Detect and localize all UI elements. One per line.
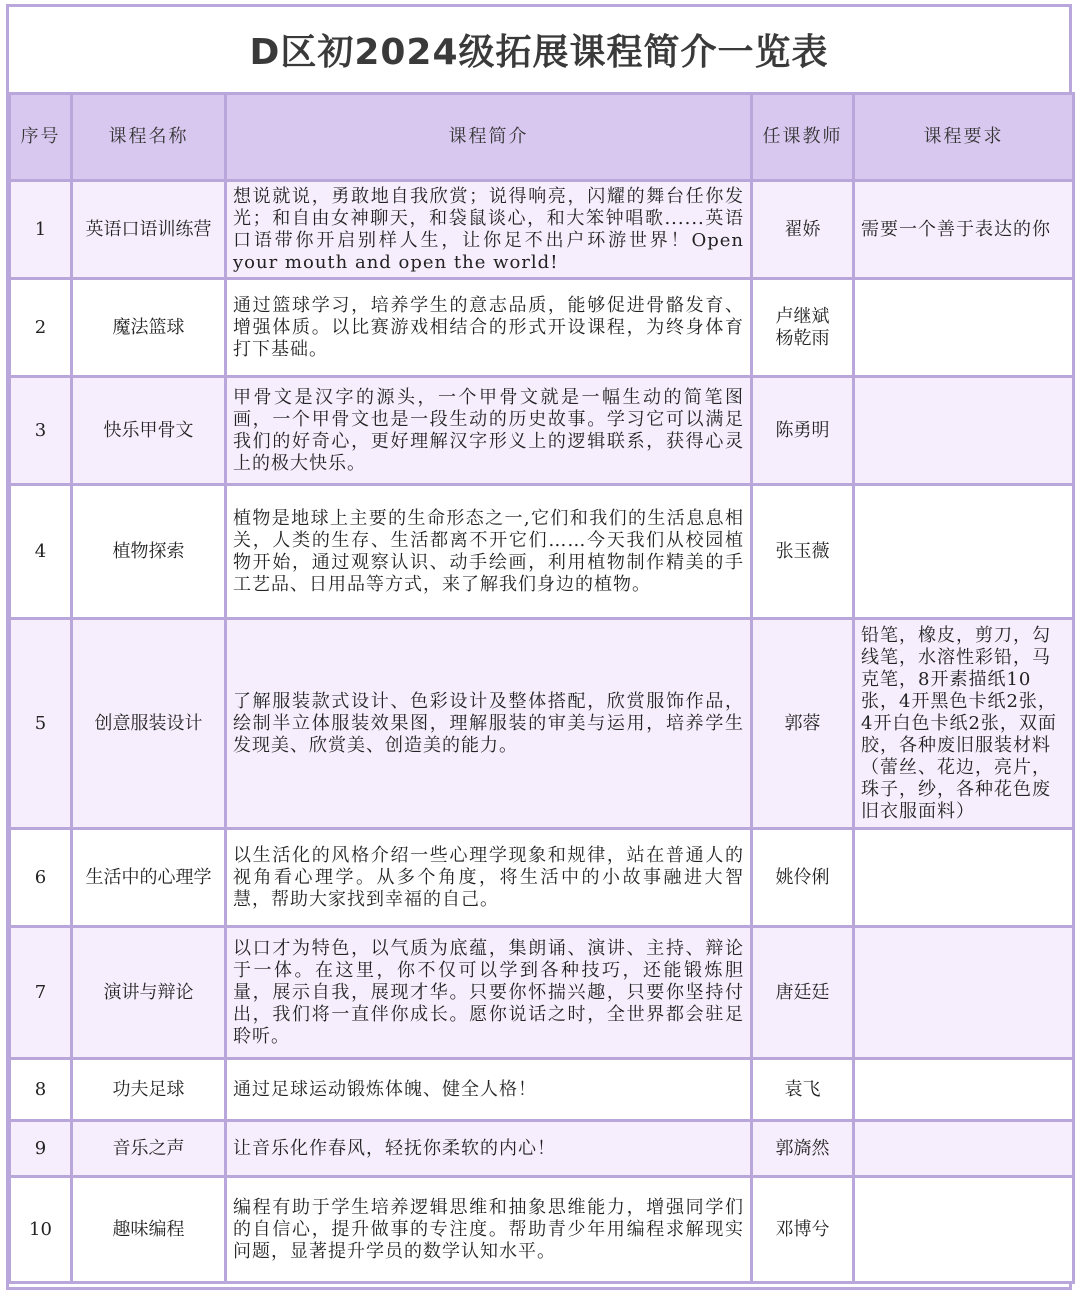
course-teacher: 郭蓉 xyxy=(752,619,854,829)
table-row xyxy=(10,181,1074,279)
course-table xyxy=(8,92,1075,1284)
course-requirement xyxy=(854,927,1074,1059)
course-requirement xyxy=(854,829,1074,927)
course-name: 英语口语训练营 xyxy=(72,181,226,279)
course-name: 趣味编程 xyxy=(72,1177,226,1283)
course-teacher: 张玉薇 xyxy=(752,485,854,619)
course-requirement xyxy=(854,1177,1074,1283)
course-name: 生活中的心理学 xyxy=(72,829,226,927)
table-row xyxy=(10,1121,1074,1177)
course-intro: 通过篮球学习，培养学生的意志品质，能够促进骨骼发育、增强体质。以比赛游戏相结合的形式开设课程，为终身体育打下基础。 xyxy=(226,279,752,377)
course-requirement xyxy=(854,1059,1074,1121)
header-intro: 课程简介 xyxy=(226,94,752,181)
row-index: 10 xyxy=(10,1177,72,1283)
row-index: 4 xyxy=(10,485,72,619)
table-body xyxy=(10,181,1074,1283)
course-name: 快乐甲骨文 xyxy=(72,377,226,485)
course-teacher: 陈勇明 xyxy=(752,377,854,485)
course-requirement xyxy=(854,279,1074,377)
row-index: 3 xyxy=(10,377,72,485)
course-name: 植物探索 xyxy=(72,485,226,619)
row-index: 1 xyxy=(10,181,72,279)
course-intro: 了解服装款式设计、色彩设计及整体搭配，欣赏服饰作品，绘制半立体服装效果图，理解服装的审美与运用，培养学生发现美、欣赏美、创造美的能力。 xyxy=(226,619,752,829)
table-row xyxy=(10,829,1074,927)
course-intro: 让音乐化作春风，轻抚你柔软的内心！ xyxy=(226,1121,752,1177)
course-name: 音乐之声 xyxy=(72,1121,226,1177)
course-name: 演讲与辩论 xyxy=(72,927,226,1059)
table-row xyxy=(10,1059,1074,1121)
course-teacher: 卢继斌 杨乾雨 xyxy=(752,279,854,377)
header-row xyxy=(10,94,1074,181)
course-requirement: 需要一个善于表达的你 xyxy=(854,181,1074,279)
table-row xyxy=(10,485,1074,619)
course-teacher: 袁飞 xyxy=(752,1059,854,1121)
course-intro: 想说就说，勇敢地自我欣赏；说得响亮，闪耀的舞台任你发光；和自由女神聊天，和袋鼠谈心，和大笨钟唱歌......英语口语带你开启别样人生，让你足不出户环游世界！Open your mouth and open the world! xyxy=(226,181,752,279)
course-teacher: 姚伶俐 xyxy=(752,829,854,927)
table-row xyxy=(10,279,1074,377)
course-name: 魔法篮球 xyxy=(72,279,226,377)
row-index: 6 xyxy=(10,829,72,927)
header-name: 课程名称 xyxy=(72,94,226,181)
page-title: D区初2024级拓展课程简介一览表 xyxy=(249,32,829,73)
course-requirement xyxy=(854,377,1074,485)
row-index: 2 xyxy=(10,279,72,377)
row-index: 5 xyxy=(10,619,72,829)
course-intro: 植物是地球上主要的生命形态之一,它们和我们的生活息息相关，人类的生存、生活都离不开它们……今天我们从校园植物开始，通过观察认识、动手绘画，利用植物制作精美的手工艺品、日用品等方式，来了解我们身边的植物。 xyxy=(226,485,752,619)
course-requirement: 铅笔，橡皮，剪刀，勾线笔，水溶性彩铅，马克笔，8开素描纸10张，4开黑色卡纸2张，4开白色卡纸2张，双面胶，各种废旧服装材料（蕾丝、花边，亮片，珠子，纱，各种花色废旧衣服面料） xyxy=(854,619,1074,829)
course-intro: 编程有助于学生培养逻辑思维和抽象思维能力，增强同学们的自信心，提升做事的专注度。帮助青少年用编程求解现实问题，显著提升学员的数学认知水平。 xyxy=(226,1177,752,1283)
course-name: 创意服装设计 xyxy=(72,619,226,829)
course-teacher: 唐廷廷 xyxy=(752,927,854,1059)
row-index: 8 xyxy=(10,1059,72,1121)
course-intro: 甲骨文是汉字的源头，一个甲骨文就是一幅生动的简笔图画，一个甲骨文也是一段生动的历史故事。学习它可以满足我们的好奇心，更好理解汉字形义上的逻辑联系，获得心灵上的极大快乐。 xyxy=(226,377,752,485)
course-intro: 以口才为特色，以气质为底蕴，集朗诵、演讲、主持、辩论于一体。在这里，你不仅可以学到各种技巧，还能锻炼胆量，展示自我，展现才华。只要你怀揣兴趣，只要你坚持付出，我们将一直伴你成长。愿你说话之时，全世界都会驻足聆听。 xyxy=(226,927,752,1059)
header-index: 序号 xyxy=(10,94,72,181)
row-index: 9 xyxy=(10,1121,72,1177)
course-teacher: 郭旖然 xyxy=(752,1121,854,1177)
table-row xyxy=(10,927,1074,1059)
header-requirement: 课程要求 xyxy=(854,94,1074,181)
table-row xyxy=(10,377,1074,485)
header-teacher: 任课教师 xyxy=(752,94,854,181)
table-row xyxy=(10,1177,1074,1283)
course-requirement xyxy=(854,485,1074,619)
course-intro: 通过足球运动锻炼体魄、健全人格！ xyxy=(226,1059,752,1121)
course-teacher: 翟娇 xyxy=(752,181,854,279)
row-index: 7 xyxy=(10,927,72,1059)
course-requirement xyxy=(854,1121,1074,1177)
course-teacher: 邓博兮 xyxy=(752,1177,854,1283)
course-intro: 以生活化的风格介绍一些心理学现象和规律，站在普通人的视角看心理学。从多个角度，将生活中的小故事融进大智慧，帮助大家找到幸福的自己。 xyxy=(226,829,752,927)
course-name: 功夫足球 xyxy=(72,1059,226,1121)
table-row xyxy=(10,619,1074,829)
